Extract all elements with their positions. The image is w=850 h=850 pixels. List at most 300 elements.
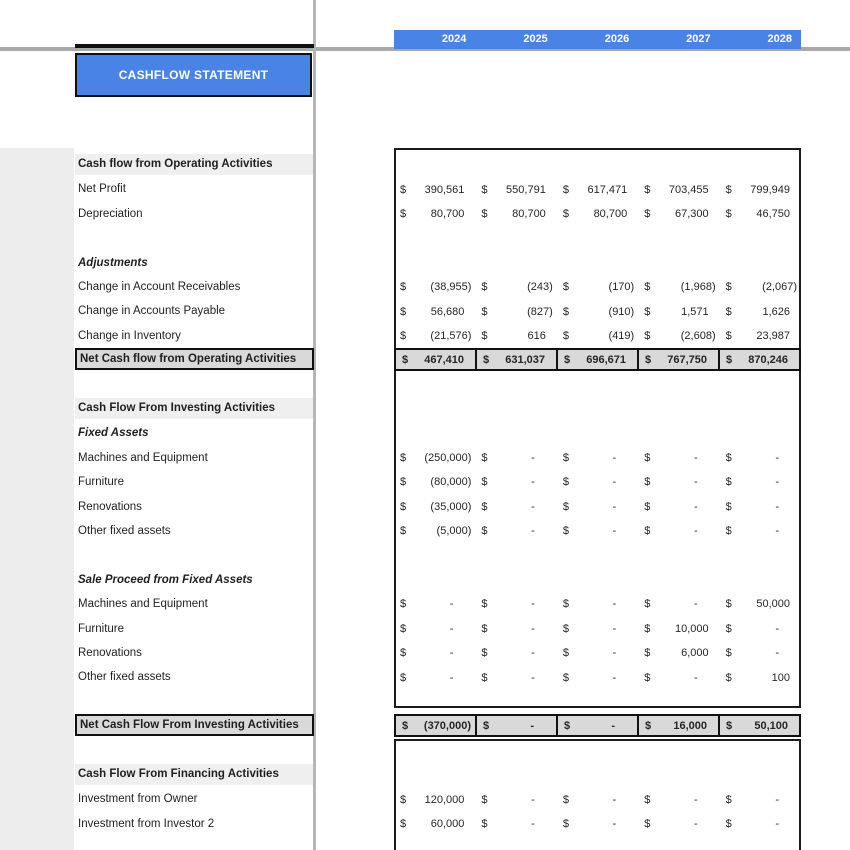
cell-value: (2,608) <box>680 329 716 342</box>
currency-symbol: $ <box>644 207 651 220</box>
value-cell[interactable] <box>638 177 719 201</box>
cell-value: - <box>775 476 780 489</box>
cell-value: 696,671 <box>586 353 626 366</box>
currency-symbol: $ <box>644 817 651 830</box>
value-cell[interactable] <box>638 665 719 689</box>
currency-symbol: $ <box>400 329 407 342</box>
cell-value: (243) <box>527 281 553 294</box>
value-cell[interactable] <box>718 350 799 369</box>
currency-symbol: $ <box>481 793 488 806</box>
value-cell[interactable] <box>475 665 556 689</box>
row-label[interactable]: Change in Account Receivables <box>78 281 241 293</box>
value-cell[interactable] <box>557 592 638 616</box>
cell-value: (35,000) <box>430 500 472 513</box>
table-row <box>394 812 801 836</box>
row-label[interactable]: Furniture <box>78 622 125 635</box>
value-cell[interactable] <box>557 470 638 494</box>
currency-symbol: $ <box>562 671 569 684</box>
value-cell[interactable] <box>557 299 638 323</box>
currency-symbol: $ <box>644 183 651 196</box>
table-row <box>394 787 801 811</box>
cell-value: 1,571 <box>681 305 709 318</box>
cell-value: 10,000 <box>674 622 709 635</box>
value-cell[interactable] <box>557 665 638 689</box>
value-cell[interactable] <box>394 202 475 226</box>
currency-symbol: $ <box>483 353 490 366</box>
value-cell[interactable] <box>557 324 638 348</box>
row-label[interactable]: Investment from Investor 2 <box>78 817 215 830</box>
cell-value: - <box>612 671 617 684</box>
currency-symbol: $ <box>481 207 488 220</box>
currency-symbol: $ <box>564 353 571 366</box>
value-cell[interactable] <box>638 787 719 811</box>
cell-value: - <box>693 793 698 806</box>
cell-value: - <box>693 500 698 513</box>
value-cell[interactable] <box>475 177 556 201</box>
row-label[interactable]: Net Profit <box>78 183 126 196</box>
currency-symbol: $ <box>725 207 732 220</box>
value-cell[interactable] <box>475 202 556 226</box>
value-cell[interactable] <box>394 812 475 836</box>
value-cell[interactable] <box>557 812 638 836</box>
value-cell[interactable] <box>475 470 556 494</box>
cell-value: - <box>612 451 617 464</box>
row-label[interactable]: Renovations <box>78 500 142 513</box>
value-cell[interactable] <box>394 519 475 543</box>
table-row <box>394 446 801 470</box>
currency-symbol: $ <box>562 598 569 611</box>
cell-value: - <box>531 671 535 684</box>
value-cell[interactable] <box>396 716 475 735</box>
value-cell[interactable] <box>720 299 801 323</box>
currency-symbol: $ <box>644 305 651 318</box>
table-row <box>394 641 801 665</box>
table-row <box>394 299 801 323</box>
cell-value: - <box>693 451 698 464</box>
row-label[interactable]: Depreciation <box>78 207 143 220</box>
value-cell[interactable] <box>394 177 475 201</box>
section-header-label[interactable]: Cash Flow From Investing Activities <box>75 398 313 419</box>
value-cell[interactable] <box>720 470 801 494</box>
value-cell[interactable] <box>638 446 719 470</box>
value-cell[interactable] <box>557 617 638 641</box>
cell-value: 23,987 <box>756 329 791 342</box>
value-cell[interactable] <box>637 350 718 369</box>
currency-symbol: $ <box>644 500 651 513</box>
value-cell[interactable] <box>475 446 556 470</box>
cell-value: (1,968) <box>680 281 716 294</box>
currency-symbol: $ <box>725 451 732 464</box>
year-header-cell[interactable]: 2028 <box>767 33 793 45</box>
currency-symbol: $ <box>402 353 409 366</box>
cell-value: - <box>612 622 617 635</box>
sheet-title <box>75 53 312 97</box>
value-cell[interactable] <box>475 787 556 811</box>
currency-symbol: $ <box>481 525 488 538</box>
cell-value: - <box>775 500 780 513</box>
currency-symbol: $ <box>562 207 569 220</box>
value-cell[interactable] <box>475 275 556 299</box>
value-cell[interactable] <box>475 350 556 369</box>
cell-value: (2,067) <box>762 281 798 294</box>
cell-value: 80,700 <box>512 207 546 220</box>
year-header-cell[interactable]: 2024 <box>441 33 467 45</box>
currency-symbol: $ <box>481 183 488 196</box>
cell-value: (827) <box>527 305 553 318</box>
value-cell[interactable] <box>475 592 556 616</box>
cell-value: - <box>775 451 780 464</box>
currency-symbol: $ <box>644 647 651 660</box>
cell-value: (370,000) <box>423 719 471 732</box>
value-cell[interactable] <box>557 641 638 665</box>
table-row <box>394 617 801 641</box>
cell-value: - <box>775 793 780 806</box>
currency-symbol: $ <box>725 598 732 611</box>
currency-symbol: $ <box>481 622 488 635</box>
value-cell[interactable] <box>394 641 475 665</box>
currency-symbol: $ <box>644 671 651 684</box>
cell-value: - <box>530 719 534 732</box>
cell-value: 16,000 <box>673 719 707 732</box>
currency-symbol: $ <box>725 329 732 342</box>
currency-symbol: $ <box>562 793 569 806</box>
cell-value: 80,700 <box>593 207 628 220</box>
cell-value: 703,455 <box>668 183 709 196</box>
currency-symbol: $ <box>644 622 651 635</box>
table-row <box>394 519 801 543</box>
currency-symbol: $ <box>481 329 488 342</box>
value-cell[interactable] <box>718 716 799 735</box>
row-label[interactable]: Change in Accounts Payable <box>78 305 226 318</box>
currency-symbol: $ <box>644 329 651 342</box>
table-row <box>394 177 801 201</box>
cell-value: - <box>612 817 617 830</box>
cell-value: - <box>693 598 698 611</box>
currency-symbol: $ <box>725 305 732 318</box>
currency-symbol: $ <box>644 281 651 294</box>
table-row <box>394 470 801 494</box>
value-cell[interactable] <box>720 665 801 689</box>
value-cell[interactable] <box>638 812 719 836</box>
value-cell[interactable] <box>720 177 801 201</box>
currency-symbol: $ <box>562 451 569 464</box>
currency-symbol: $ <box>481 598 488 611</box>
currency-symbol: $ <box>400 183 407 196</box>
value-cell[interactable] <box>638 299 719 323</box>
value-cell[interactable] <box>557 202 638 226</box>
cell-value: - <box>693 817 698 830</box>
currency-symbol: $ <box>400 476 407 489</box>
cell-value: - <box>531 500 535 513</box>
currency-symbol: $ <box>400 451 407 464</box>
value-cell[interactable] <box>720 787 801 811</box>
row-label[interactable]: Investment from Owner <box>78 793 198 806</box>
currency-symbol: $ <box>400 671 407 684</box>
cell-value: - <box>449 671 454 684</box>
currency-symbol: $ <box>562 329 569 342</box>
cell-value: 80,700 <box>430 207 465 220</box>
currency-symbol: $ <box>726 353 733 366</box>
currency-symbol: $ <box>562 622 569 635</box>
value-cell[interactable] <box>475 324 556 348</box>
cell-value: 56,680 <box>430 305 465 318</box>
cell-value: - <box>449 598 454 611</box>
value-cell[interactable] <box>557 787 638 811</box>
cell-value: - <box>531 476 535 489</box>
value-cell[interactable] <box>557 495 638 519</box>
currency-symbol: $ <box>564 719 571 732</box>
cell-value: 467,410 <box>424 353 464 366</box>
row-label[interactable]: Machines and Equipment <box>78 598 208 611</box>
currency-symbol: $ <box>562 183 569 196</box>
currency-symbol: $ <box>481 647 488 660</box>
cell-value: - <box>612 793 617 806</box>
value-cell[interactable] <box>720 275 801 299</box>
cell-value: 390,561 <box>424 183 465 196</box>
value-cell[interactable] <box>556 716 637 735</box>
cell-value: - <box>612 598 617 611</box>
value-cell[interactable] <box>638 519 719 543</box>
value-cell[interactable] <box>394 787 475 811</box>
cell-value: - <box>449 622 454 635</box>
value-cell[interactable] <box>475 716 556 735</box>
table-row <box>394 592 801 616</box>
currency-symbol: $ <box>562 500 569 513</box>
cell-value: (419) <box>608 329 635 342</box>
value-cell[interactable] <box>720 446 801 470</box>
cell-value: - <box>531 817 535 830</box>
sheet-title-text: CASHFLOW STATEMENT <box>118 68 269 82</box>
currency-symbol: $ <box>400 525 407 538</box>
value-cell[interactable] <box>475 299 556 323</box>
currency-symbol: $ <box>481 671 488 684</box>
value-cell[interactable] <box>557 519 638 543</box>
value-cell[interactable] <box>394 495 475 519</box>
cell-value: 120,000 <box>424 793 465 806</box>
value-cell[interactable] <box>720 202 801 226</box>
year-header-cell[interactable]: 2026 <box>604 33 630 45</box>
cell-value: 799,949 <box>750 183 791 196</box>
value-cell[interactable] <box>557 275 638 299</box>
row-label[interactable]: Machines and Equipment <box>78 451 208 464</box>
currency-symbol: $ <box>481 305 488 318</box>
value-cell[interactable] <box>720 519 801 543</box>
currency-symbol: $ <box>726 719 733 732</box>
cell-value: 6,000 <box>681 647 709 660</box>
currency-symbol: $ <box>402 719 409 732</box>
cell-value: 616 <box>527 329 546 342</box>
value-cell[interactable] <box>638 275 719 299</box>
cell-value: - <box>775 525 780 538</box>
cell-value: 1,626 <box>762 305 791 318</box>
currency-symbol: $ <box>481 817 488 830</box>
value-cell[interactable] <box>475 617 556 641</box>
currency-symbol: $ <box>400 598 407 611</box>
year-header-cell[interactable]: 2027 <box>686 33 711 45</box>
cell-value: - <box>531 451 535 464</box>
cell-value: 50,100 <box>754 719 788 732</box>
cell-value: - <box>611 719 615 732</box>
currency-symbol: $ <box>400 622 407 635</box>
currency-symbol: $ <box>725 525 732 538</box>
cell-value: (80,000) <box>430 476 472 489</box>
currency-symbol: $ <box>644 525 651 538</box>
value-cell[interactable] <box>475 495 556 519</box>
value-cell[interactable] <box>720 495 801 519</box>
value-cell[interactable] <box>720 324 801 348</box>
cell-value: (170) <box>608 281 635 294</box>
value-cell[interactable] <box>394 665 475 689</box>
cell-value: - <box>449 647 454 660</box>
cell-value: - <box>775 817 780 830</box>
cell-value: 631,037 <box>505 353 545 366</box>
cell-value: - <box>612 500 617 513</box>
cell-value: - <box>531 622 535 635</box>
value-cell[interactable] <box>475 519 556 543</box>
cell-value: - <box>775 647 780 660</box>
value-cell[interactable] <box>394 299 475 323</box>
cell-value: 550,791 <box>506 183 546 196</box>
currency-symbol: $ <box>725 793 732 806</box>
currency-symbol: $ <box>562 525 569 538</box>
cell-value: - <box>531 598 535 611</box>
value-cell[interactable] <box>720 812 801 836</box>
cell-value: - <box>612 476 617 489</box>
currency-symbol: $ <box>562 305 569 318</box>
total-row-label[interactable]: Net Cash Flow From Investing Activities <box>75 714 314 736</box>
value-cell[interactable] <box>637 716 718 735</box>
currency-symbol: $ <box>725 647 732 660</box>
subheader-label[interactable]: Adjustments <box>78 256 148 269</box>
cell-value: - <box>775 622 780 635</box>
row-label[interactable]: Other fixed assets <box>78 671 171 684</box>
currency-symbol: $ <box>562 281 569 294</box>
value-cell[interactable] <box>394 446 475 470</box>
table-row <box>394 665 801 689</box>
value-cell[interactable] <box>557 446 638 470</box>
value-cell[interactable] <box>638 202 719 226</box>
value-cell[interactable] <box>394 470 475 494</box>
currency-symbol: $ <box>645 719 652 732</box>
cell-value: 617,471 <box>587 183 628 196</box>
value-cell[interactable] <box>556 350 637 369</box>
currency-symbol: $ <box>725 622 732 635</box>
total-table-row <box>394 348 801 371</box>
currency-symbol: $ <box>483 719 490 732</box>
value-cell[interactable] <box>394 275 475 299</box>
value-cell[interactable] <box>475 641 556 665</box>
cell-value: - <box>693 671 698 684</box>
currency-symbol: $ <box>481 451 488 464</box>
row-label[interactable]: Furniture <box>78 476 125 489</box>
cell-value: 60,000 <box>430 817 465 830</box>
value-cell[interactable] <box>394 592 475 616</box>
currency-symbol: $ <box>644 451 651 464</box>
currency-symbol: $ <box>400 207 407 220</box>
cell-value: - <box>531 793 535 806</box>
cell-value: (5,000) <box>436 525 472 538</box>
total-table-row <box>394 714 801 737</box>
currency-symbol: $ <box>644 476 651 489</box>
table-row <box>394 495 801 519</box>
value-cell[interactable] <box>475 812 556 836</box>
cell-value: (910) <box>608 305 635 318</box>
value-cell[interactable] <box>394 617 475 641</box>
row-margin-strip <box>0 148 74 850</box>
cell-value: 100 <box>771 671 791 684</box>
cell-value: 67,300 <box>674 207 709 220</box>
cell-value: - <box>531 647 535 660</box>
value-cell[interactable] <box>396 350 475 369</box>
cell-value: - <box>693 525 698 538</box>
subheader-label[interactable]: Sale Proceed from Fixed Assets <box>78 573 253 586</box>
cell-value: 767,750 <box>667 353 707 366</box>
currency-symbol: $ <box>400 500 407 513</box>
currency-symbol: $ <box>725 476 732 489</box>
year-header-cell[interactable]: 2025 <box>523 33 548 45</box>
currency-symbol: $ <box>644 598 651 611</box>
table-row <box>394 202 801 226</box>
currency-symbol: $ <box>725 817 732 830</box>
section-header-label[interactable]: Cash Flow From Financing Activities <box>75 764 313 785</box>
currency-symbol: $ <box>725 183 732 196</box>
value-cell[interactable] <box>638 641 719 665</box>
currency-symbol: $ <box>400 647 407 660</box>
currency-symbol: $ <box>562 647 569 660</box>
value-cell[interactable] <box>638 495 719 519</box>
row-label[interactable]: Renovations <box>78 647 142 659</box>
value-cell[interactable] <box>638 324 719 348</box>
value-cell[interactable] <box>638 617 719 641</box>
row-label[interactable]: Change in Inventory <box>78 329 181 342</box>
currency-symbol: $ <box>400 281 407 294</box>
value-cell[interactable] <box>720 592 801 616</box>
value-cell[interactable] <box>638 592 719 616</box>
currency-symbol: $ <box>481 500 488 513</box>
currency-symbol: $ <box>645 353 652 366</box>
row-label[interactable]: Other fixed assets <box>78 525 171 537</box>
cell-value: - <box>612 525 617 538</box>
currency-symbol: $ <box>481 476 488 489</box>
title-top-border <box>75 44 314 48</box>
value-cell[interactable] <box>394 324 475 348</box>
currency-symbol: $ <box>400 793 407 806</box>
cell-value: 46,750 <box>756 207 791 220</box>
value-cell[interactable] <box>638 470 719 494</box>
value-cell[interactable] <box>720 641 801 665</box>
currency-symbol: $ <box>644 793 651 806</box>
value-cell[interactable] <box>720 617 801 641</box>
cell-value: - <box>693 476 698 489</box>
cell-value: (38,955) <box>430 281 472 294</box>
currency-symbol: $ <box>562 476 569 489</box>
cell-value: - <box>612 647 617 660</box>
currency-symbol: $ <box>400 817 407 830</box>
cell-value: (21,576) <box>430 329 472 342</box>
year-header-row <box>394 30 801 49</box>
currency-symbol: $ <box>725 281 732 294</box>
section-header-label[interactable]: Cash flow from Operating Activities <box>75 154 313 175</box>
table-row <box>394 275 801 299</box>
value-cell[interactable] <box>557 177 638 201</box>
currency-symbol: $ <box>725 500 732 513</box>
cell-value: - <box>531 525 535 538</box>
total-row-label[interactable]: Net Cash flow from Operating Activities <box>75 348 314 370</box>
subheader-label[interactable]: Fixed Assets <box>78 427 149 440</box>
table-row <box>394 324 801 348</box>
currency-symbol: $ <box>725 671 732 684</box>
cell-value: (250,000) <box>424 451 472 464</box>
